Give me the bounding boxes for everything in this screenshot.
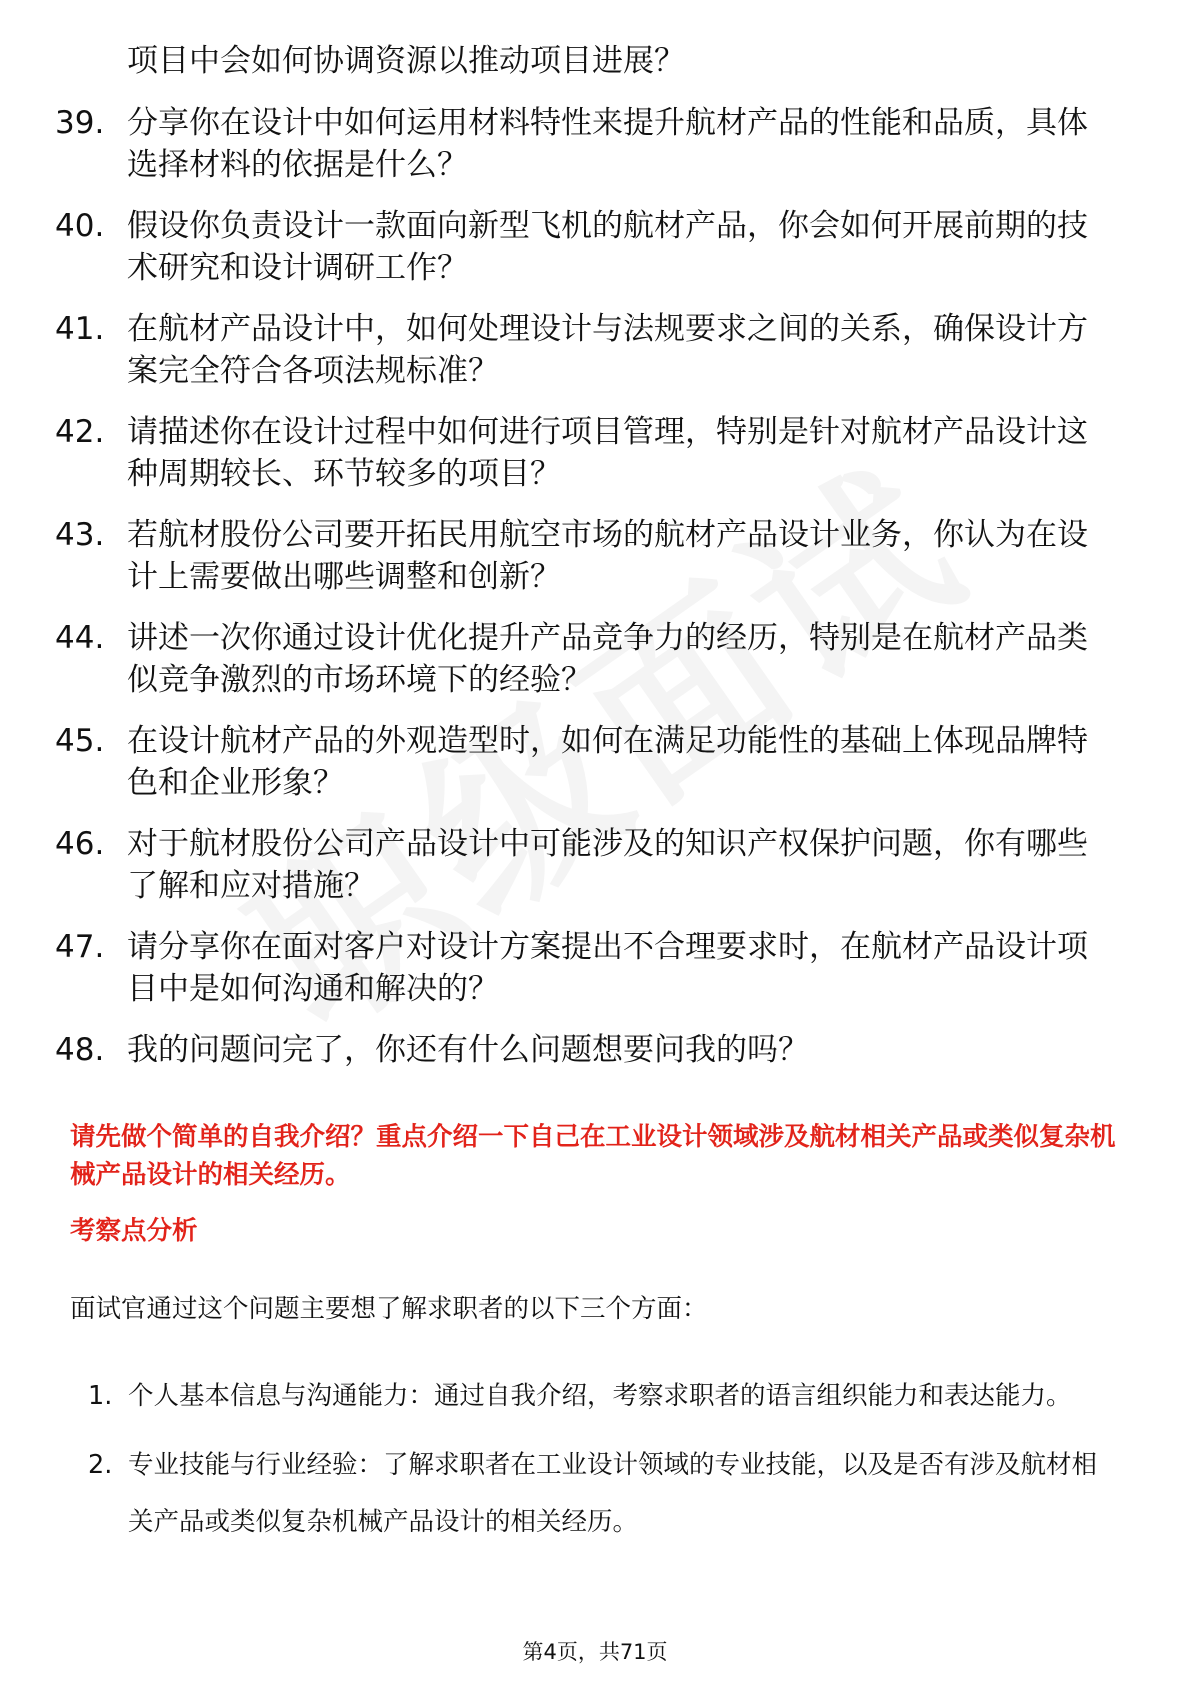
question-list — [55, 40, 1135, 1090]
question-text: 分享你在设计中如何运用材料特性来提升航材产品的性能和品质，具体选择材料的依据是什么？ — [127, 105, 1088, 183]
question-number: 47. — [55, 929, 105, 965]
list-item — [55, 1029, 1135, 1071]
page-number: 第4页，共71页 — [522, 1640, 668, 1664]
list-item — [55, 823, 1135, 907]
list-item — [55, 514, 1135, 598]
point-number: 1. — [88, 1381, 113, 1411]
list-item — [55, 411, 1135, 495]
question-number: 48. — [55, 1032, 105, 1068]
question-text: 请描述你在设计过程中如何进行项目管理，特别是针对航材产品设计这种周期较长、环节较多的项目？ — [127, 414, 1088, 492]
list-item — [55, 40, 1135, 82]
list-item — [55, 102, 1135, 186]
question-text: 对于航材股份公司产品设计中可能涉及的知识产权保护问题，你有哪些了解和应对措施？ — [127, 826, 1088, 904]
question-number: 43. — [55, 517, 105, 553]
list-item — [55, 720, 1135, 804]
question-number — [55, 40, 127, 82]
list-item — [88, 1368, 1128, 1425]
point-text: 专业技能与行业经验：了解求职者在工业设计领域的专业技能，以及是否有涉及航材相关产品或类似复杂机械产品设计的相关经历。 — [128, 1450, 1098, 1537]
list-item — [55, 926, 1135, 1010]
list-item — [55, 205, 1135, 289]
point-text: 个人基本信息与沟通能力：通过自我介绍，考察求职者的语言组织能力和表达能力。 — [128, 1381, 1072, 1411]
question-number: 40. — [55, 208, 105, 244]
question-text: 在航材产品设计中，如何处理设计与法规要求之间的关系，确保设计方案完全符合各项法规标准？ — [127, 311, 1088, 389]
highlighted-question: 请先做个简单的自我介绍？重点介绍一下自己在工业设计领域涉及航材相关产品或类似复杂机械产品设计的相关经历。 — [70, 1122, 1116, 1190]
list-item — [55, 617, 1135, 701]
question-text: 项目中会如何协调资源以推动项目进展？ — [127, 43, 685, 79]
analysis-intro: 面试官通过这个问题主要想了解求职者的以下三个方面： — [70, 1294, 708, 1324]
question-text: 我的问题问完了，你还有什么问题想要问我的吗？ — [127, 1032, 809, 1068]
question-text: 若航材股份公司要开拓民用航空市场的航材产品设计业务，你认为在设计上需要做出哪些调整和创新？ — [127, 517, 1088, 595]
question-number: 45. — [55, 723, 105, 759]
list-item — [55, 308, 1135, 392]
question-number: 39. — [55, 105, 105, 141]
question-text: 假设你负责设计一款面向新型飞机的航材产品，你会如何开展前期的技术研究和设计调研工作？ — [127, 208, 1088, 286]
question-text: 在设计航材产品的外观造型时，如何在满足功能性的基础上体现品牌特色和企业形象？ — [127, 723, 1088, 801]
list-item — [88, 1437, 1128, 1551]
point-number: 2. — [88, 1450, 113, 1480]
question-number: 44. — [55, 620, 105, 656]
question-text: 讲述一次你通过设计优化提升产品竞争力的经历，特别是在航材产品类似竞争激烈的市场环境下的经验？ — [127, 620, 1088, 698]
question-text: 请分享你在面对客户对设计方案提出不合理要求时，在航材产品设计项目中是如何沟通和解决的？ — [127, 929, 1088, 1007]
analysis-title: 考察点分析 — [70, 1216, 198, 1246]
question-number: 41. — [55, 311, 105, 347]
question-number: 42. — [55, 414, 105, 450]
analysis-points — [88, 1368, 1128, 1563]
question-number: 46. — [55, 826, 105, 862]
